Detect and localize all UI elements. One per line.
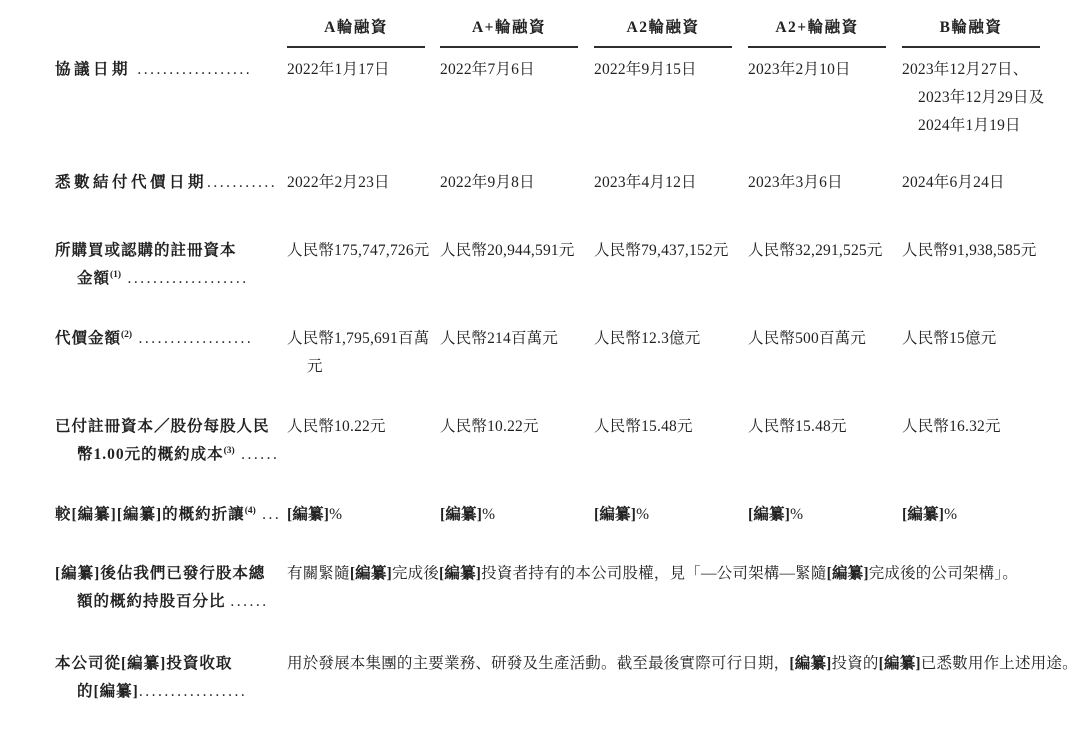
cell: 人民幣20,944,591元 [440,242,575,259]
cell: 2022年9月15日 [594,61,697,78]
cell: 人民幣1,795,691百萬 元 [287,330,430,375]
row-registered-capital [55,237,1080,293]
col-header-a-plus-round [440,14,594,48]
spanning-note: 有關緊隨[編纂]完成後[編纂]投資者持有的本公司股權，見「—公司架構—緊隨[編纂]完成後的公司架構」。 [287,565,1018,582]
cell: 人民幣32,291,525元 [748,242,883,259]
cell: 2023年4月12日 [594,174,697,191]
col-header-a2-round [594,14,748,48]
row-use-of-proceeds [55,650,1080,706]
row-shareholding-percentage [55,560,1080,616]
row-approximate-discount [55,501,1080,529]
cell: 人民幣10.22元 [287,418,386,435]
col-header-label: A2輪融資 [594,14,732,48]
col-header-label: B輪融資 [902,14,1040,48]
cell: [編纂]% [594,506,650,523]
row-settlement-date [55,169,1080,197]
cell: [編纂]% [748,506,804,523]
row-label: 本公司從[編纂]投資收取 的[編纂]................. [55,655,248,700]
cell: 人民幣15.48元 [594,418,693,435]
header-spacer [55,14,287,48]
cell: 人民幣79,437,152元 [594,242,729,259]
cell: 人民幣16.32元 [902,418,1001,435]
cell: 人民幣500百萬元 [748,330,867,347]
row-label: [編纂]後佔我們已發行股本總 額的概約持股百分比 ...... [55,565,269,610]
col-header-a2-plus-round [748,14,902,48]
cell: 2024年6月24日 [902,174,1005,191]
cell: 人民幣175,747,726元 [287,242,430,259]
cell: [編纂]% [902,506,958,523]
cell: 2022年9月8日 [440,174,535,191]
col-header-label: A+輪融資 [440,14,578,48]
cell: 2023年12月27日、 2023年12月29日及 2024年1月19日 [902,61,1045,134]
cell: 2023年2月10日 [748,61,851,78]
spanning-note: 用於發展本集團的主要業務、研發及生產活動。截至最後實際可行日期，[編纂]投資的[編纂]已悉數用作上述用途。 [287,655,1078,672]
col-header-a-round [287,14,440,48]
cell: 人民幣12.3億元 [594,330,701,347]
row-label: 已付註冊資本／股份每股人民 幣1.00元的概約成本$^{(3)}$ ...... [55,418,280,463]
row-label: 代價金額$^{(2)}$ .................. [55,329,254,347]
cell: 2023年3月6日 [748,174,843,191]
row-label: 較[編纂][編纂]的概約折讓$^{(4)}$ ... [55,505,282,523]
row-agreement-date [55,56,1080,140]
col-header-label: A2+輪融資 [748,14,886,48]
row-label: 悉數結付代價日期........... [55,174,278,191]
row-cost-per-share [55,413,1080,469]
row-label: 協議日期 .................. [55,61,253,78]
cell: 2022年7月6日 [440,61,535,78]
cell: 人民幣91,938,585元 [902,242,1037,259]
row-label: 所購買或認購的註冊資本 金額$^{(1)}$ ................... [55,242,249,287]
financing-table-header-row [55,14,1080,48]
cell: [編纂]% [287,506,343,523]
cell: 2022年2月23日 [287,174,390,191]
cell: 人民幣15.48元 [748,418,847,435]
cell: 人民幣10.22元 [440,418,539,435]
cell: 2022年1月17日 [287,61,390,78]
col-header-label: A輪融資 [287,14,425,48]
cell: 人民幣15億元 [902,330,997,347]
cell: 人民幣214百萬元 [440,330,559,347]
row-consideration-amount [55,325,1080,381]
cell: [編纂]% [440,506,496,523]
col-header-b-round [902,14,1080,48]
